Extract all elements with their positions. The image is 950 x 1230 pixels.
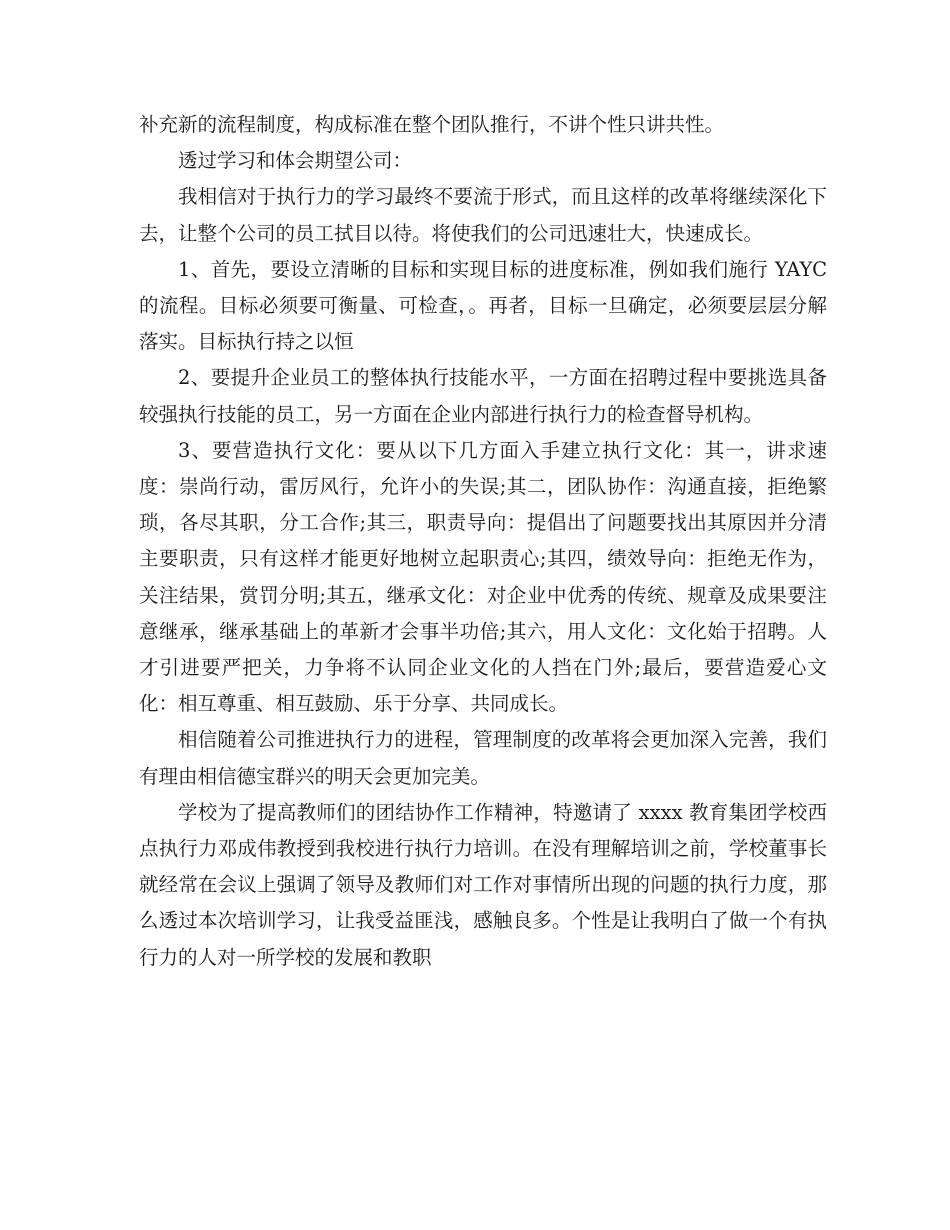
paragraph-3: 我相信对于执行力的学习最终不要流于形式，而且这样的改革将继续深化下去，让整个公司的员工拭目以待。将使我们的公司迅速壮大，快速成长。: [139, 185, 827, 245]
paragraph-1: 补充新的流程制度，构成标准在整个团队推行，不讲个性只讲共性。: [139, 113, 725, 136]
paragraph-4: 1、首先，要设立清晰的目标和实现目标的进度标准，例如我们施行 YAYC 的流程。目标必须要可衡量、可检查，。再者，目标一旦确定，必须要层层分解落实。目标执行持之以恒: [139, 257, 827, 354]
paragraph-7: 相信随着公司推进执行力的进程，管理制度的改革将会更加深入完善，我们有理由相信德宝群兴的明天会更加完美。: [139, 728, 827, 788]
paragraph-2: 透过学习和体会期望公司：: [178, 149, 413, 173]
document-body: [139, 107, 827, 976]
paragraph-5: 2、要提升企业员工的整体执行技能水平，一方面在招聘过程中要挑选具备较强执行技能的员工，另一方面在企业内部进行执行力的检查督导机构。: [139, 366, 827, 426]
paragraph-8: 学校为了提高教师们的团结协作工作精神，特邀请了 xxxx 教育集团学校西点执行力邓成伟教授到我校进行执行力培训。在没有理解培训之前，学校董事长就经常在会议上强调了领导及教师们对工作对事情所出现的问题的执行力度，那么透过本次培训学习，让我受益匪浅，感触良多。个性是让我明白了做一个有执行力的人对一所学校的发展和教职: [139, 800, 827, 969]
paragraph-6: 3、要营造执行文化：要从以下几方面入手建立执行文化：其一，讲求速度：崇尚行动，雷厉风行，允许小的失误;其二，团队协作：沟通直接，拒绝繁琐，各尽其职，分工合作;其三，职责导向：提倡出了问题要找出其原因并分清主要职责，只有这样才能更好地树立起职责心;其四，绩效导向：拒绝无作为，关注结果，赏罚分明;其五，继承文化：对企业中优秀的传统、规章及成果要注意继承，继承基础上的革新才会事半功倍;其六，用人文化：文化始于招聘。人才引进要严把关，力争将不认同企业文化的人挡在门外;最后，要营造爱心文化：相互尊重、相互鼓励、乐于分享、共同成长。: [139, 438, 827, 716]
